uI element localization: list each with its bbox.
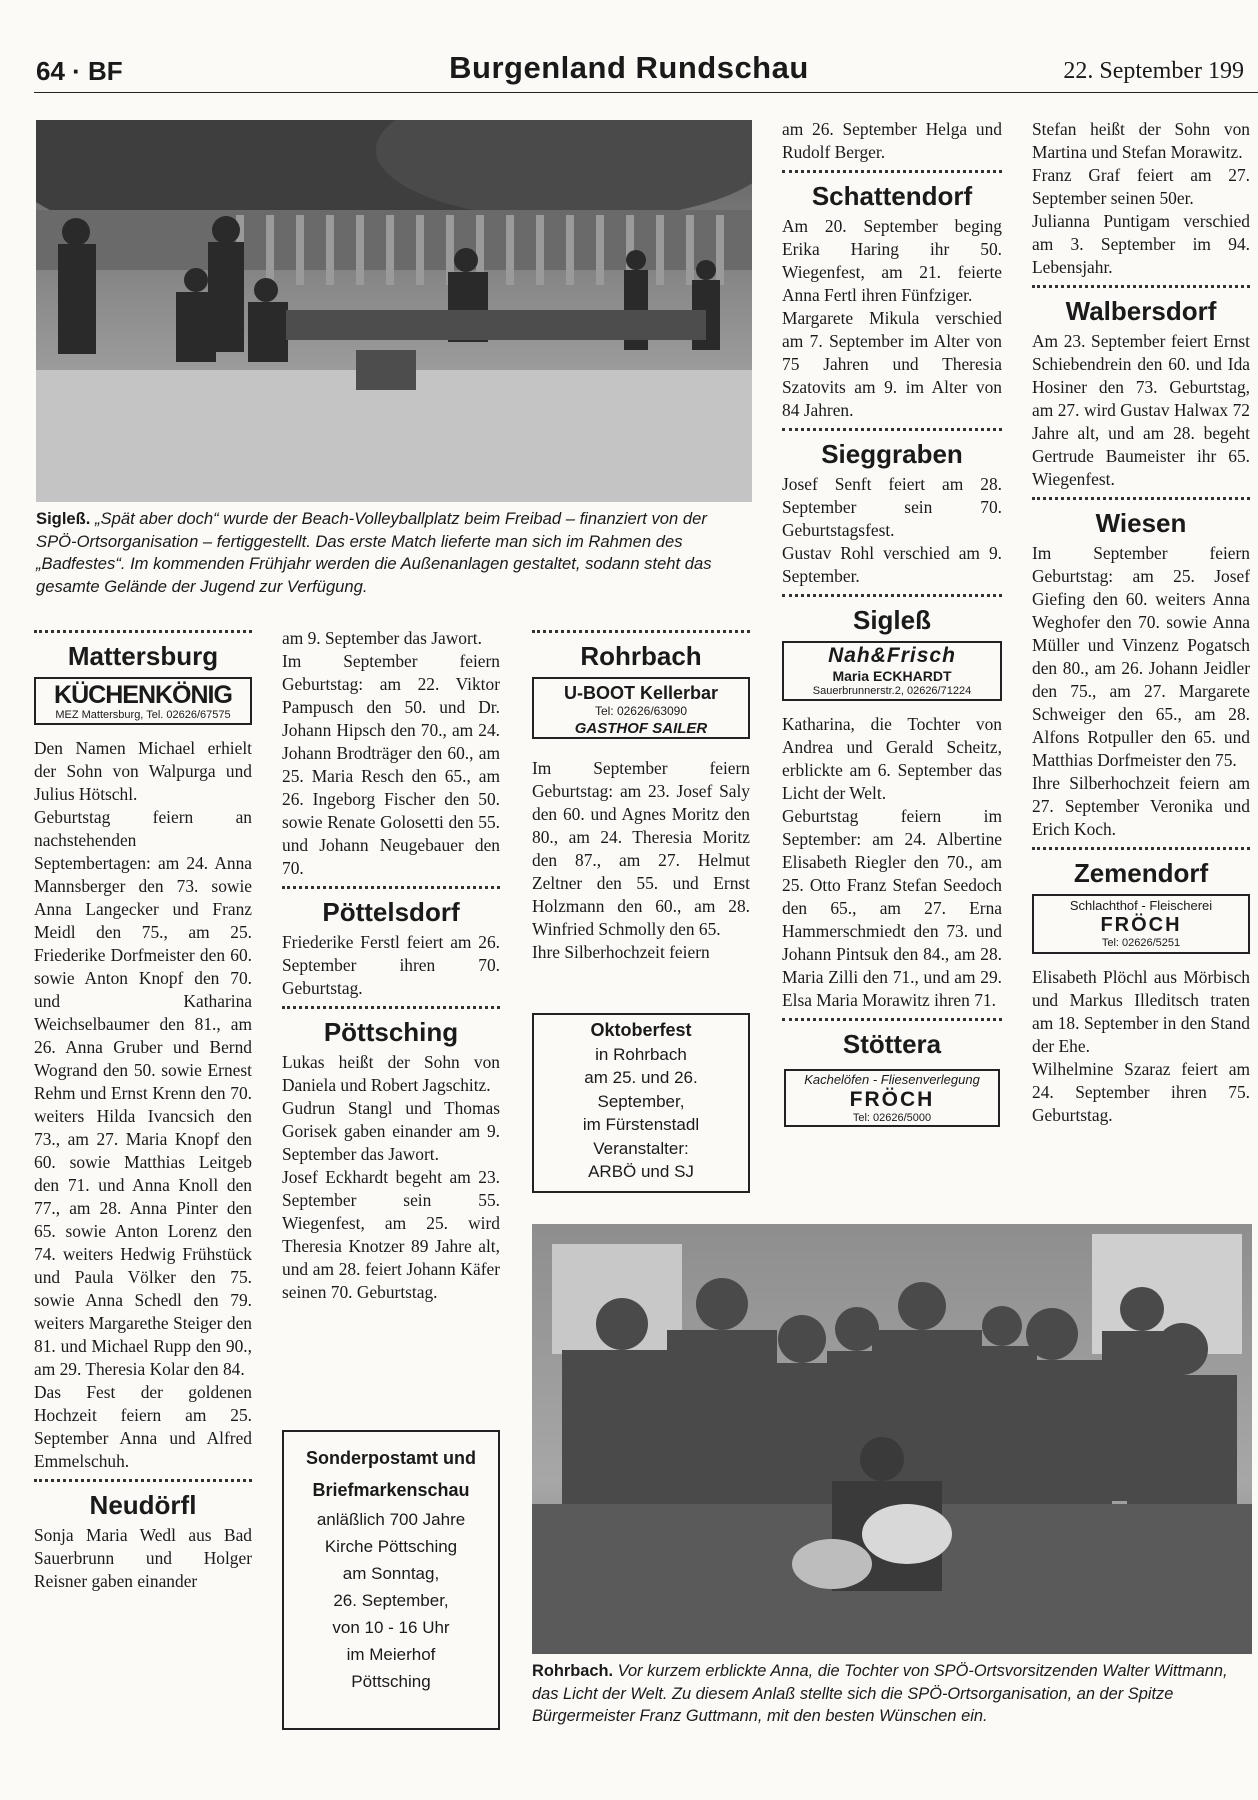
photo-rohrbach-group-image (532, 1224, 1252, 1654)
box-title: Briefmarkenschau (312, 1480, 470, 1500)
dotted-rule (782, 1018, 1002, 1021)
column-4 (782, 118, 1002, 1127)
ad-uboot-kellerbar (532, 677, 750, 739)
paragraph: Wilhelmine Szaraz feiert am 24. September ihren 75. Geburtstag. (1032, 1059, 1250, 1125)
newspaper-title: Burgenland Rundschau (449, 50, 809, 85)
ad-kacheloefen-froech (784, 1069, 1000, 1127)
ad-nah-frisch-address: Sauerbrunnerstr.2, 02626/71224 (812, 685, 972, 697)
paragraph: Josef Eckhardt begeht am 23. September sein 55. Wiegenfest, am 25. wird Theresia Knotzer 89 Jahre alt, und am 28. feiert Johann Käfer seinen 70. Geburtstag. (282, 1167, 500, 1302)
ad-kacheloefen-line: Kachelöfen - Fliesenverlegung (804, 1072, 980, 1087)
box-line: Pöttsching (351, 1672, 431, 1691)
box-sonderpostamt (282, 1430, 500, 1730)
box-line: Veranstalter: (593, 1138, 689, 1158)
box-line: Kirche Pöttsching (324, 1537, 458, 1556)
paragraph: Julianna Puntigam verschied am 3. September im 94. Lebensjahr. (1032, 211, 1250, 277)
dotted-rule (282, 1006, 500, 1009)
caption-text: Vor kurzem erblickte Anna, die Tochter von SPÖ-Ortsvorsitzenden Walter Wittmann, das Licht der Welt. Zu diesem Anlaß stellte sich die SPÖ-Ortsorganisation, an der Spitze Bürgermeister Franz Guttmann, mit den besten Wünschen ein. (532, 1662, 1228, 1725)
column-5 (1032, 118, 1250, 1127)
caption-lead: Rohrbach. (532, 1662, 614, 1680)
paragraph: Gudrun Stangl und Thomas Gorisek gaben einander am 9. September das Jawort. (282, 1098, 500, 1164)
photo-caption-sigless (36, 508, 752, 598)
paragraph: am 26. September Helga und Rudolf Berger. (782, 119, 1002, 162)
section-heading-rohrbach: Rohrbach (580, 641, 702, 671)
ad-nah-frisch-name: Maria ECKHARDT (832, 668, 952, 684)
box-line: anläßlich 700 Jahre (316, 1510, 466, 1529)
ad-schlachthof-line: Schlachthof - Fleischerei (1069, 898, 1213, 913)
paragraph: Im September feiern Geburtstag: am 23. Josef Saly den 60. und Agnes Moritz den 80., am 24. Theresia Moritz den 87., am 27. Helmut Zeltner den 55. und Ernst Holzmann den 60., am 28. Winfried Schmolly den 65. (532, 758, 750, 939)
column-2 (282, 627, 500, 1304)
section-heading-mattersburg: Mattersburg (67, 641, 219, 671)
dotted-rule (1032, 285, 1250, 288)
caption-text: „Spät aber doch“ wurde der Beach-Volleyballplatz beim Freibad – finanziert von der SPÖ-Ortsorganisation – fertiggestellt. Das erste Match lieferte man sich im Rahmen des „Badfestes“. Im kommenden Frühjahr werden die Außenanlagen gestaltet, sodann steht das gesamte Gelände der Jugend zur Verfügung. (36, 509, 712, 596)
section-heading-poettelsdorf: Pöttelsdorf (322, 897, 460, 927)
paragraph: Geburtstag feiern im September: am 24. Albertine Elisabeth Riegler den 70., am 25. Otto Franz Stefan Seedoch den 65., am 27. Erna Hammerschmiedt den 73. und Johann Pintsuk den 84., am 28. Maria Zilli den 71., und am 29. Elsa Maria Morawitz ihren 71. (782, 806, 1002, 1010)
ad-uboot-sub: GASTHOF SAILER (574, 720, 708, 737)
ad-nah-frisch (782, 641, 1002, 701)
section-heading-poettsching: Pöttsching (323, 1017, 459, 1047)
ad-kacheloefen-tel: Tel: 02626/5000 (852, 1112, 932, 1124)
box-line: am Sonntag, (342, 1564, 440, 1583)
ad-schlachthof-tel: Tel: 02626/5251 (1101, 937, 1181, 949)
section-heading-sieggraben: Sieggraben (821, 439, 963, 469)
section-heading-neudoerfl: Neudörfl (89, 1490, 197, 1520)
page-number: 64 · BF (36, 56, 123, 86)
box-line: von 10 - 16 Uhr (332, 1618, 450, 1637)
box-oktoberfest (532, 1013, 750, 1193)
section-heading-schattendorf: Schattendorf (811, 181, 973, 211)
dotted-rule (532, 630, 750, 633)
dotted-rule (34, 1479, 252, 1482)
section-heading-walbersdorf: Walbersdorf (1065, 296, 1217, 326)
caption-lead: Sigleß. (36, 509, 91, 528)
box-title: Sonderpostamt und (306, 1448, 476, 1468)
box-line: ARBÖ und SJ (588, 1162, 694, 1181)
section-heading-wiesen: Wiesen (1095, 508, 1187, 538)
dotted-rule (782, 594, 1002, 597)
dotted-rule (34, 630, 252, 633)
paragraph: Den Namen Michael erhielt der Sohn von Walpurga und Julius Hötschl. (34, 738, 252, 804)
header-rule (34, 92, 1258, 93)
dotted-rule (782, 170, 1002, 173)
box-line: im Fürstenstadl (582, 1115, 700, 1134)
paragraph: am 9. September das Jawort. (282, 628, 482, 648)
column-3 (532, 624, 750, 964)
section-heading-zemendorf: Zemendorf (1073, 858, 1209, 888)
box-line: in Rohrbach (595, 1044, 687, 1064)
photo-beach-volleyball-image (36, 120, 752, 502)
box-line: 26. September, (333, 1591, 449, 1610)
box-line: am 25. und 26. (584, 1068, 698, 1087)
ad-schlachthof-froech (1032, 894, 1250, 954)
paragraph: Am 23. September feiert Ernst Schiebendrein den 60. und Ida Hosiner den 73. Geburtstag, am 27. wird Gustav Halwax 72 Jahre alt, und am 28. begeht Gertrude Baumeister ihr 65. Wiegenfest. (1032, 331, 1250, 489)
paragraph: Im September feiern Geburtstag: am 22. Viktor Pampusch den 50. und Dr. Johann Hipsch den 70., am 24. Johann Brodträger den 60., am 25. Maria Resch den 65., am 26. Ingeborg Fischer den 50. sowie Renate Golosetti den 55. und Johann Neugebauer den 70. (282, 651, 500, 878)
dotted-rule (782, 428, 1002, 431)
paragraph: Am 20. September beging Erika Haring ihr 50. Wiegenfest, am 21. feierte Anna Fertl ihren Fünfziger. (782, 216, 1002, 305)
issue-date: 22. September 199 (1063, 58, 1244, 84)
dotted-rule (1032, 847, 1250, 850)
paragraph: Ihre Silberhochzeit feiern am 27. September Veronika und Erich Koch. (1032, 773, 1250, 839)
paragraph: Margarete Mikula verschied am 7. September im Alter von 75 Jahren und Theresia Szatovits am 9. im Alter von 84 Jahren. (782, 308, 1002, 420)
paragraph: Josef Senft feiert am 28. September sein 70. Geburtstagsfest. (782, 474, 1002, 540)
column-1 (34, 624, 252, 1593)
ad-nah-frisch-brand: Nah&Frisch (828, 644, 956, 667)
ad-uboot-tel: Tel: 02626/63090 (594, 704, 688, 718)
paragraph: Im September feiern Geburtstag: am 25. Josef Giefing den 60. weiters Anna Weghofer den 70. sowie Anna Müller und Vinzenz Pogatsch den 80., am 26. Johann Jeidler den 75., am 27. Margarete Schweiger den 65., am 28. Alfons Rotpuller den 65. und Matthias Dorfmeister den 75. (1032, 543, 1250, 770)
ad-kuechenkoenig-brand: KÜCHENKÖNIG (54, 681, 232, 709)
paragraph: Stefan heißt der Sohn von Martina und Stefan Morawitz. (1032, 119, 1250, 162)
dotted-rule (282, 886, 500, 889)
ad-kuechenkoenig (34, 677, 252, 725)
paragraph: Franz Graf feiert am 27. September seinen 50er. (1032, 165, 1250, 208)
box-line: September, (597, 1091, 685, 1111)
ad-uboot-name: U-BOOT Kellerbar (563, 683, 719, 703)
section-heading-sigless: Sigleß (852, 605, 931, 635)
paragraph: Gustav Rohl verschied am 9. September. (782, 543, 1002, 586)
photo-caption-rohrbach (532, 1660, 1252, 1728)
paragraph: Ihre Silberhochzeit feiern (532, 942, 710, 962)
photo-beach-volleyball (36, 120, 752, 502)
ad-schlachthof-name: FRÖCH (1100, 914, 1182, 936)
paragraph: Friederike Ferstl feiert am 26. September ihren 70. Geburtstag. (282, 932, 500, 998)
paragraph: Elisabeth Plöchl aus Mörbisch und Markus Illeditsch traten am 18. September in den Stand der Ehe. (1032, 967, 1250, 1056)
ad-kacheloefen-name: FRÖCH (849, 1088, 935, 1111)
ad-kuechenkoenig-contact: MEZ Mattersburg, Tel. 02626/67575 (55, 709, 231, 721)
paragraph: Geburtstag feiern an nachstehenden Septembertagen: am 24. Anna Mannsberger den 73. sowie Anna Langecker und Franz Meidl den 75., am 25. Friederike Dorfmeister den 60. sowie Anton Knopf den 70. und Katharina Weichselbaumer den 81., am 26. Anna Gruber und Bernd Wogrand den 50. sowie Ernest Rehm und Ernst Krenn den 70. weiters Hilda Ivancsich den 73., am 27. Maria Knopf den 60. sowie Matthias Leitgeb den 71. und Anna Knoll den 77., am 28. Anna Pinter den 65. sowie Anton Lorenz den 74. weiters Hedwig Frühstück und Paula Völker den 75. sowie Anna Schedl den 79. weiters Margarethe Steiger den 81. und Michael Rupp den 90., am 29. Theresia Kolar den 84. (34, 807, 252, 1379)
section-heading-stoettera: Stöttera (842, 1029, 942, 1059)
paragraph: Das Fest der goldenen Hochzeit feiern am 25. September Anna und Alfred Emmelschuh. (34, 1382, 252, 1471)
paragraph: Sonja Maria Wedl aus Bad Sauerbrunn und Holger Reisner gaben einander (34, 1525, 252, 1591)
paragraph: Katharina, die Tochter von Andrea und Gerald Scheitz, erblickte am 6. September das Licht der Welt. (782, 714, 1002, 803)
photo-rohrbach-group (532, 1224, 1252, 1654)
box-line: im Meierhof (346, 1645, 436, 1664)
paragraph: Lukas heißt der Sohn von Daniela und Robert Jagschitz. (282, 1052, 500, 1095)
dotted-rule (1032, 497, 1250, 500)
box-title: Oktoberfest (590, 1020, 692, 1040)
